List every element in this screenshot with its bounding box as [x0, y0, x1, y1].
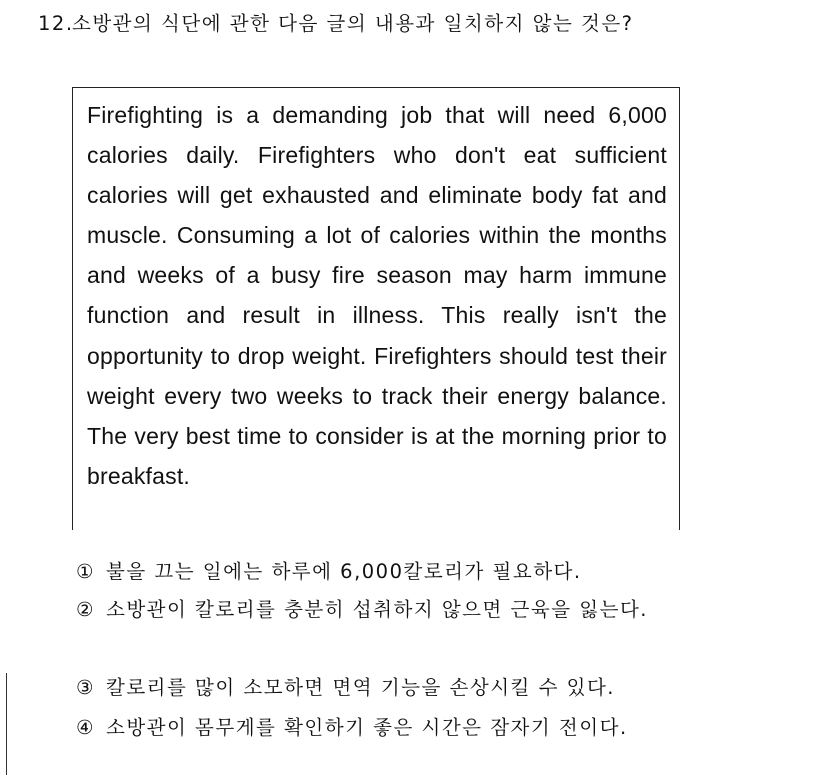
question-number: 12.	[38, 12, 74, 35]
option-4[interactable]	[76, 714, 776, 742]
option-2-marker: ②	[76, 598, 95, 621]
option-2-text: 소방관이 칼로리를 충분히 섭취하지 않으면 근육을 잃는다.	[106, 598, 648, 621]
question-prompt	[38, 10, 798, 38]
option-3-marker: ③	[76, 676, 95, 699]
option-4-marker: ④	[76, 716, 95, 739]
option-3-text: 칼로리를 많이 소모하면 면역 기능을 손상시킬 수 있다.	[106, 676, 616, 699]
passage-box	[72, 87, 680, 530]
question-text: 소방관의 식단에 관한 다음 글의 내용과 일치하지 않는 것은?	[72, 12, 634, 35]
passage-text: Firefighting is a demanding job that will need 6,000 calories daily. Firefighters who don't eat sufficient calories will get exhausted and eliminate body fat and muscle. Consuming a lot of calories within the months and weeks of a busy fire season may harm immune function and result in illness. This really isn't the opportunity to drop weight. Firefighters should test their weight every two weeks to track their energy balance. The very best time to consider is at the morning prior to breakfast.	[87, 102, 667, 489]
option-3[interactable]	[76, 674, 776, 702]
option-4-text: 소방관이 몸무게를 확인하기 좋은 시간은 잠자기 전이다.	[106, 716, 628, 739]
column-divider	[6, 673, 7, 775]
option-2[interactable]	[76, 596, 776, 624]
option-1[interactable]	[76, 558, 776, 586]
option-1-marker: ①	[76, 560, 95, 583]
option-1-text: 불을 끄는 일에는 하루에 6,000칼로리가 필요하다.	[106, 560, 582, 583]
